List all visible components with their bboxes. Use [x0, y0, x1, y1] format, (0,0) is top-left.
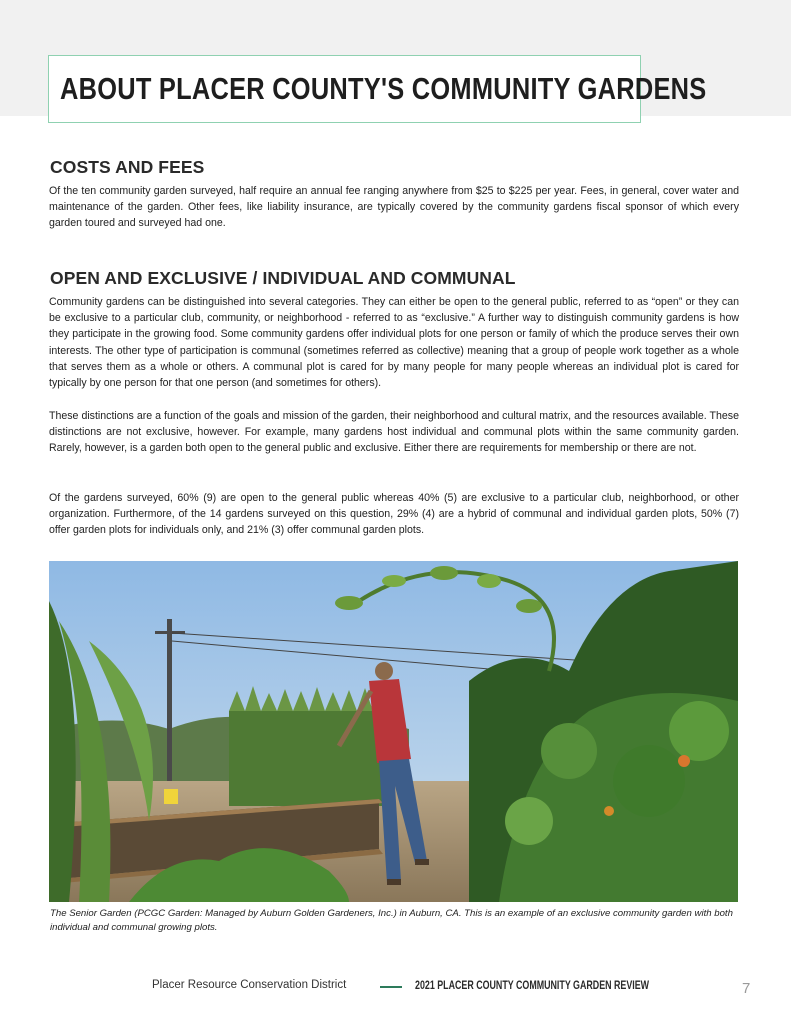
- paragraph-survey-results: Of the gardens surveyed, 60% (9) are open to the general public whereas 40% (5) are exclusive to a particular club, neighborhood, or other organization. Furthermore, of the 14 gardens surveyed on this question, 29% (4) are a hybrid of communal and individual garden plots, 50% (7) offer garden plots for individuals only, and 21% (3) offer communal garden plots.: [49, 492, 739, 537]
- paragraph-costs: Of the ten community garden surveyed, half require an annual fee ranging anywhere from $25 to $225 per year. Fees, in general, cover water and maintenance of the garden. Other fees, like liability insurance, are typically covered by the community gardens fiscal sponsor of which every garden toured and surveyed had one.: [49, 185, 739, 230]
- section-heading-open-exclusive: OPEN AND EXCLUSIVE / INDIVIDUAL AND COMMUNAL: [50, 268, 516, 288]
- footer-divider: [380, 986, 402, 988]
- page-title: ABOUT PLACER COUNTY'S COMMUNITY GARDENS: [60, 71, 707, 106]
- section-heading-costs: COSTS AND FEES: [50, 157, 205, 177]
- paragraph-categories: Community gardens can be distinguished into several categories. They can either be open to the general public, referred to as “open” or they can be exclusive to a particular club, community, or neighborhood - referred to as “exclusive.” A further way to distinguish community gardens is how they participate in the growing food. Some community gardens offer individual plots for one person or family of which the produce serves their own interests. The other type of participation is communal (sometimes referred as collective) meaning that a group of people work together as a whole that serves them as a whole or others. A communal plot is cared for by many people for many people whereas an individual plot is cared for typically by one person for that one person (and sometimes for others).: [49, 296, 739, 390]
- footer-report-title: 2021 PLACER COUNTY COMMUNITY GARDEN REVIEW: [415, 978, 650, 992]
- page-title-box: [48, 55, 707, 123]
- garden-photo: [49, 561, 738, 902]
- paragraph-distinctions: These distinctions are a function of the goals and mission of the garden, their neighborhood and cultural matrix, and the resources available. These distinctions are not exclusive, however. For example, many gardens host individual and communal plots within the same community garden. Rarely, however, is a garden both open to the general public and exclusive. Either there are requirements for membership or there are not.: [49, 410, 739, 455]
- photo-caption: The Senior Garden (PCGC Garden: Managed by Auburn Golden Gardeners, Inc.) in Auburn, CA. This is an example of an exclusive community garden with both individual and communal growing plots.: [50, 908, 733, 933]
- footer-organization: Placer Resource Conservation District: [152, 979, 347, 991]
- page-number: 7: [742, 980, 751, 997]
